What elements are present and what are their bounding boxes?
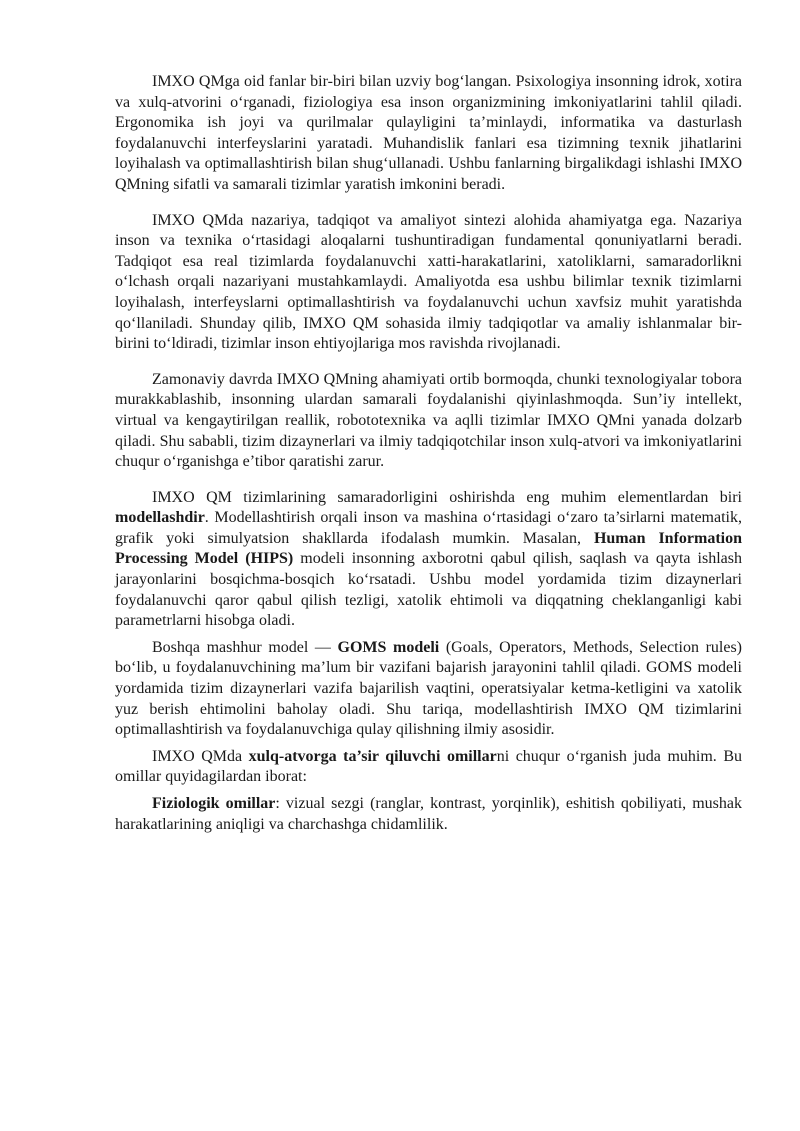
- term-modellashdir: modellashdir: [115, 509, 205, 527]
- paragraph-5-text-2: (Goals, Operators, Methods, Selection rules) bo‘lib, u foydalanuvchining ma’lum bir vazifani bajarish jarayonini tahlil qiladi. GOMS modeli yordamida tizim dizaynerlari vazifa bajarilish vaqtini, operatsiyalar ketma-ketligini va xatolik yuz berish ehtimolini baholay oladi. Shu tariqa, modellashtirish IMXO QM tizimlarini optimallashtirish va foydalanuvchiga qulay qilishning ilmiy asosidir.: [115, 638, 743, 739]
- paragraph-6: [115, 747, 742, 788]
- paragraph-4-text-3: modeli insonning axborotni qabul qilish, saqlash va qayta ishlash jarayonlarini bosqichma-bosqich ko‘rsatadi. Ushbu model yordamida tizim dizaynerlari foydalanuvchi qaror qabul qilish tezligi, xatolik ehtimoli va diqqatning cheklanganligi kabi parametrlarni hisobga oladi.: [115, 550, 743, 630]
- paragraph-5: [115, 638, 742, 741]
- term-behavior-factors: xulq-atvorga ta’sir qiluvchi omillar: [248, 747, 497, 765]
- term-physiological-factors: Fiziologik omillar: [152, 795, 276, 812]
- paragraph-4-text-2: . Modellashtirish orqali inson va mashina o‘rtasidagi o‘zaro ta’sirlarni matematik, grafik yoki simulyatsion shakllarda ifodalash mumkin. Masalan,: [115, 509, 742, 547]
- paragraph-6-text-2: ni chuqur o‘rganish juda muhim. Bu omillar quyidagilardan iborat:: [115, 747, 743, 786]
- paragraph-5-text-1: Boshqa mashhur model —: [152, 638, 338, 656]
- paragraph-7: [115, 794, 742, 835]
- paragraph-4-text-1: IMXO QM tizimlarining samaradorligini oshirishda eng muhim elementlardan biri: [152, 488, 742, 506]
- paragraph-3: Zamonaviy davrda IMXO QMning ahamiyati ortib bormoqda, chunki texnologiyalar tobora murakkablashib, insonning ulardan samarali foydalanishi qiyinlashmoqda. Sun’iy intellekt, virtual va kengaytirilgan reallik, robototexnika va aqlli tizimlar IMXO QMni yanada dolzarb qiladi. Shu sababli, tizim dizaynerlari va ilmiy tadqiqotchilar inson xulq-atvori va imkoniyatlarini chuqur o‘rganishga e’tibor qaratishi zarur.: [115, 370, 742, 471]
- term-hips-model: Human Information Processing Model (HIPS): [115, 529, 742, 568]
- paragraph-1: IMXO QMga oid fanlar bir-biri bilan uzviy bog‘langan. Psixologiya insonning idrok, xotira va xulq-atvorini o‘rganadi, fiziologiya esa inson organizmining imkoniyatlarini tahlil qiladi. Ergonomika ish joyi va qurilmalar qulayligini ta’minlaydi, informatika va dasturlash foydalanuvchi interfeyslarini yaratadi. Muhandislik fanlari esa tizimning texnik jihatlarini loyihalash va optimallashtirish bilan shug‘ullanadi. Ushbu fanlarning birgalikdagi ishlashi IMXO QMning sifatli va samarali tizimlar yaratish imkonini beradi.: [115, 73, 742, 193]
- paragraph-4: [115, 488, 742, 632]
- paragraph-6-text-1: IMXO QMda: [152, 747, 249, 765]
- paragraph-2: IMXO QMda nazariya, tadqiqot va amaliyot sintezi alohida ahamiyatga ega. Nazariya inson va texnika o‘rtasidagi aloqalarni tushuntiradigan fundamental qonuniyatlarni beradi. Tadqiqot esa real tizimlarda foydalanuvchi xatti-harakatlarini, xatoliklarni, samaradorlikni o‘lchash orqali nazariyani mustahkamlaydi. Amaliyotda esa ushbu bilimlar texnik tizimlarni loyihalash, interfeyslarni optimallashtirish va foydalanuvchi uchun xavfsiz muhit yaratishda qo‘llaniladi. Shunday qilib, IMXO QM sohasida ilmiy tadqiqotlar va amaliy ishlanmalar bir-birini to‘ldiradi, tizimlar inson ehtiyojlariga mos ravishda rivojlanadi.: [115, 211, 742, 353]
- document-page: [115, 72, 742, 835]
- paragraph-7-text-1: : vizual sezgi (ranglar, kontrast, yorqinlik), eshitish qobiliyati, mushak harakatlarining aniqligi va charchashga chidamlilik.: [115, 795, 742, 833]
- term-goms-model: GOMS modeli: [337, 638, 440, 656]
